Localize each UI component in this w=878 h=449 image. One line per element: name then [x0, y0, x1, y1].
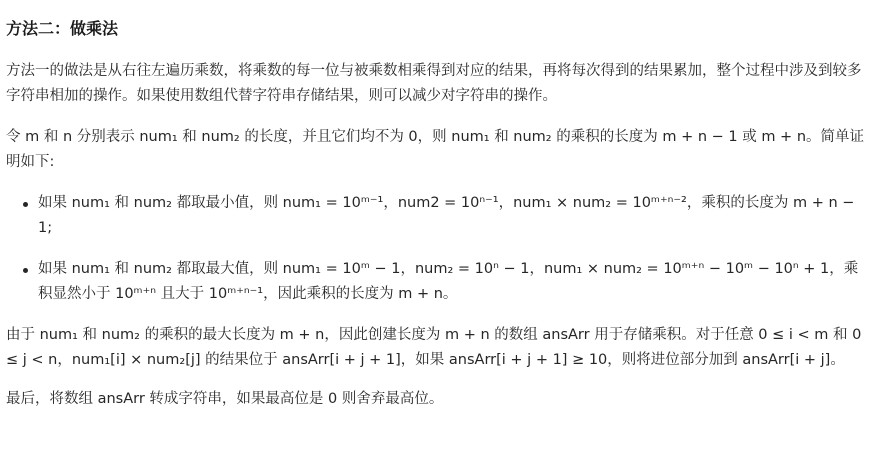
intro-paragraph: 方法一的做法是从右往左遍历乘数，将乘数的每一位与被乘数相乘得到对应的结果，再将每次得到的结果累加，整个过程中涉及到较多字符串相加的操作。如果使用数组代替字符串存储结果，则可以减少对字符串的操作。 [6, 63, 862, 104]
list-item-max [6, 257, 870, 307]
array-paragraph: 由于 num₁ 和 num₂ 的乘积的最大长度为 m + n，因此创建长度为 m + n 的数组 ansArr 用于存储乘积。对于任意 0 ≤ i < m 和 0 ≤ j < n，num₁[i] × num₂[j] 的结果位于 ansArr[i + j + 1]，如果 ansArr[i + j + 1] ≥ 10，则将进位部分加到 ansArr[i + j]。 [6, 327, 862, 368]
list-item-min [6, 191, 870, 241]
bullet-dot [23, 268, 28, 273]
list-item-max-text: 如果 num₁ 和 num₂ 都取最大值，则 num₁ = 10ᵐ − 1，num₂ = 10ⁿ − 1，num₁ × num₂ = 10ᵐ⁺ⁿ − 10ᵐ − 10ⁿ + 1，乘积显然小于 10ᵐ⁺ⁿ 且大于 10ᵐ⁺ⁿ⁻¹，因此乘积的长度为 m + n。 [38, 261, 859, 302]
final-paragraph: 最后，将数组 ansArr 转成字符串，如果最高位是 0 则舍弃最高位。 [6, 391, 444, 407]
proof-list [6, 191, 870, 307]
section-heading: 方法二：做乘法 [6, 19, 119, 38]
list-item-min-text: 如果 num₁ 和 num₂ 都取最小值，则 num₁ = 10ᵐ⁻¹，num2 = 10ⁿ⁻¹，num₁ × num₂ = 10ᵐ⁺ⁿ⁻²，乘积的长度为 m + n − 1; [38, 195, 855, 236]
length-paragraph: 令 m 和 n 分别表示 num₁ 和 num₂ 的长度，并且它们均不为 0，则 num₁ 和 num₂ 的乘积的长度为 m + n − 1 或 m + n。简单证明如下: [6, 129, 865, 170]
bullet-dot [23, 202, 28, 207]
